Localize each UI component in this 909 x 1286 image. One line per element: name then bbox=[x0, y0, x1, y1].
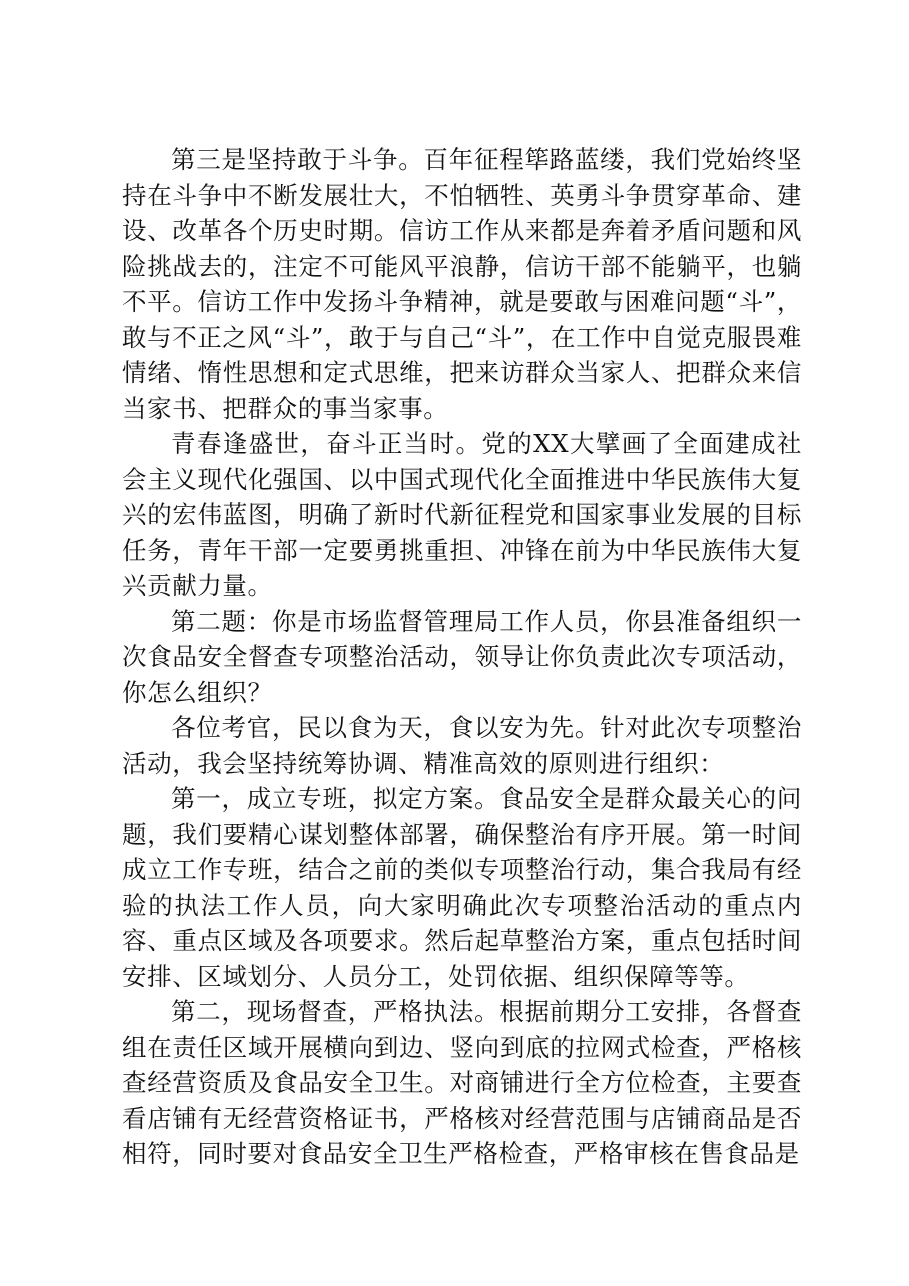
paragraph-youth: 青春逢盛世，奋斗正当时。党的XX大擘画了全面建成社会主义现代化强国、以中国式现代化全面推进中华民族伟大复兴的宏伟蓝图，明确了新时代新征程党和国家事业发展的目标任务，青年干部一定要勇挑重担、冲锋在前为中华民族伟大复兴贡献力量。 bbox=[122, 429, 802, 600]
answer-point-two: 第二，现场督查，严格执法。根据前期分工安排，各督查组在责任区域开展横向到边、竖向到底的拉网式检查，严格核查经营资质及食品安全卫生。对商铺进行全方位检查，主要查看店铺有无经营资格证书，严格核对经营范围与店铺商品是否相符，同时要对食品安全卫生严格检查，严格审核在售食品是 bbox=[122, 997, 802, 1168]
question-two: 第二题：你是市场监督管理局工作人员，你县准备组织一次食品安全督查专项整治活动，领导让你负责此次专项活动，你怎么组织？ bbox=[122, 606, 802, 707]
document-body bbox=[122, 142, 802, 1172]
answer-intro: 各位考官，民以食为天，食以安为先。针对此次专项整治活动，我会坚持统筹协调、精准高效的原则进行组织： bbox=[122, 713, 802, 778]
paragraph-struggle: 第三是坚持敢于斗争。百年征程筚路蓝缕，我们党始终坚持在斗争中不断发展壮大，不怕牺牲、英勇斗争贯穿革命、建设、改革各个历史时期。信访工作从来都是奔着矛盾问题和风险挑战去的，注定不可能风平浪静，信访干部不能躺平，也躺不平。信访工作中发扬斗争精神，就是要敢与困难问题“斗”，敢与不正之风“斗”，敢于与自己“斗”，在工作中自觉克服畏难情绪、惰性思想和定式思维，把来访群众当家人、把群众来信当家书、把群众的事当家事。 bbox=[122, 145, 802, 423]
answer-point-one: 第一，成立专班，拟定方案。食品安全是群众最关心的问题，我们要精心谋划整体部署，确保整治有序开展。第一时间成立工作专班，结合之前的类似专项整治行动，集合我局有经验的执法工作人员，向大家明确此次专项整治活动的重点内容、重点区域及各项要求。然后起草整治方案，重点包括时间安排、区域划分、人员分工，处罚依据、组织保障等等。 bbox=[122, 784, 802, 991]
